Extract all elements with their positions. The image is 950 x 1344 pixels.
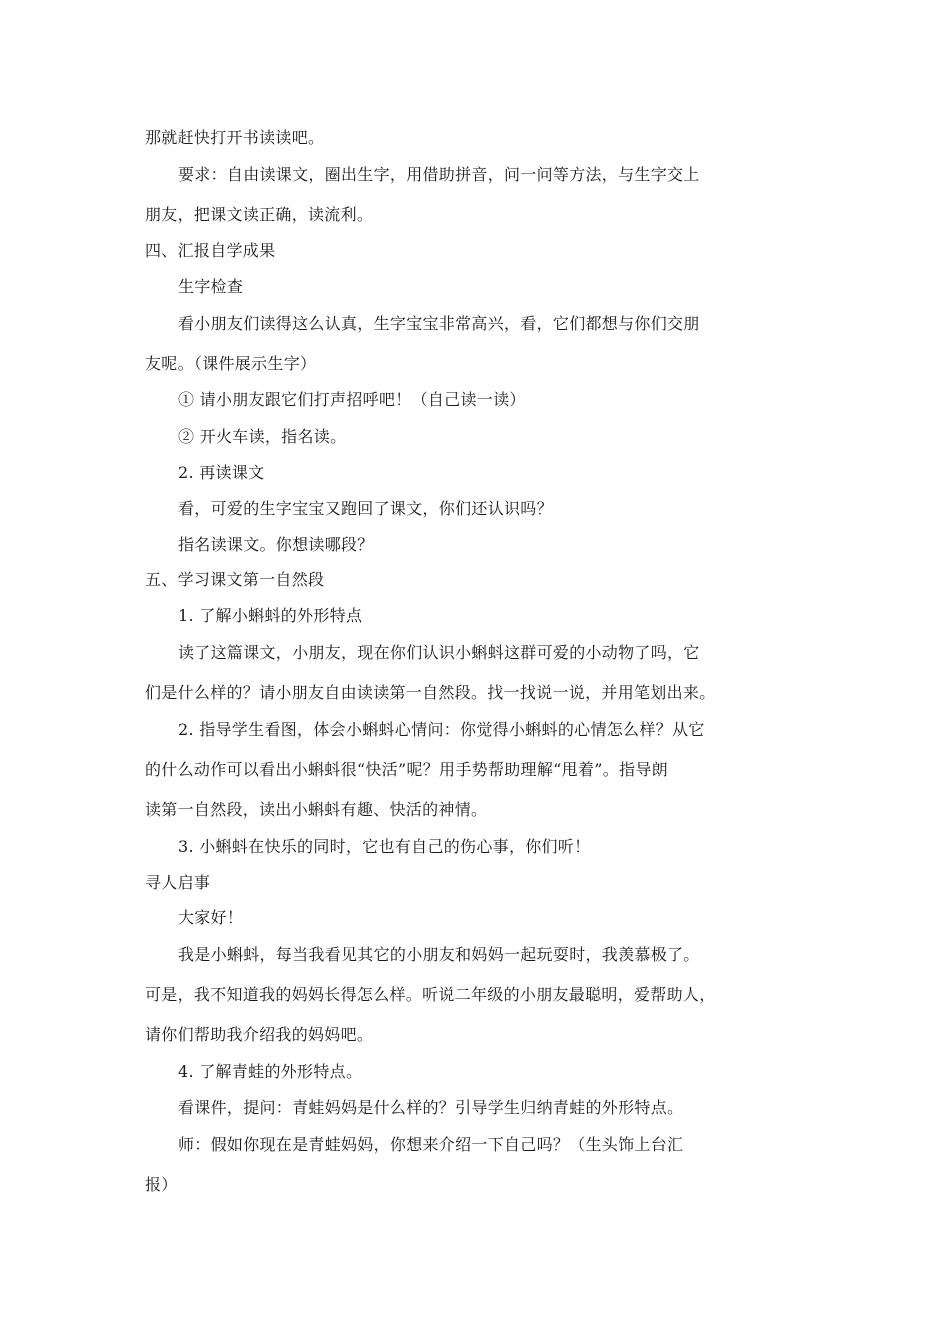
text-line: 那就赶快打开书读读吧。 <box>145 128 325 147</box>
text-line: 可是，我不知道我的妈妈长得怎么样。听说二年级的小朋友最聪明，爱帮助人， <box>145 985 716 1004</box>
section-heading: 四、汇报自学成果 <box>145 241 276 260</box>
text-line: 2. 指导学生看图，体会小蝌蚪心情问：你觉得小蝌蚪的心情怎么样？从它 <box>178 720 705 739</box>
text-line: 师：假如你现在是青蛙妈妈，你想来介绍一下自己吗？（生头饰上台汇 <box>178 1135 684 1154</box>
text-line: 请你们帮助我介绍我的妈妈吧。 <box>145 1025 374 1044</box>
text-line: 1. 了解小蝌蚪的外形特点 <box>178 606 363 625</box>
text-line: ① 请小朋友跟它们打声招呼吧！（自己读一读） <box>178 390 526 409</box>
text-line: 我是小蝌蚪，每当我看见其它的小朋友和妈妈一起玩耍时，我羡慕极了。 <box>178 945 700 964</box>
text-line: 2. 再读课文 <box>178 463 265 482</box>
text-line: 读了这篇课文，小朋友，现在你们认识小蝌蚪这群可爱的小动物了吗，它 <box>178 643 700 662</box>
notice-title: 寻人启事 <box>145 873 211 892</box>
text-line: 的什么动作可以看出小蝌蚪很“快活”呢？用手势帮助理解“甩着”。指导朗 <box>145 760 668 779</box>
text-line: 读第一自然段，读出小蝌蚪有趣、快活的神情。 <box>145 800 488 819</box>
text-line: 看，可爱的生字宝宝又跑回了课文，你们还认识吗？ <box>178 499 553 518</box>
text-line: 看小朋友们读得这么认真，生字宝宝非常高兴，看，它们都想与你们交朋 <box>178 314 700 333</box>
text-line: 大家好！ <box>178 908 244 927</box>
section-heading: 五、学习课文第一自然段 <box>145 570 325 589</box>
text-line: 4. 了解青蛙的外形特点。 <box>178 1062 363 1081</box>
text-line: 看课件，提问：青蛙妈妈是什么样的？引导学生归纳青蛙的外形特点。 <box>178 1098 684 1117</box>
text-line: 朋友，把课文读正确，读流利。 <box>145 205 374 224</box>
text-line: 报） <box>145 1175 178 1194</box>
text-line: 们是什么样的？请小朋友自由读读第一自然段。找一找说一说，并用笔划出来。 <box>145 683 716 702</box>
text-line: 生字检查 <box>178 277 244 296</box>
text-line: 指名读课文。你想读哪段？ <box>178 535 374 554</box>
text-line: 要求：自由读课文，圈出生字，用借助拼音，问一问等方法，与生字交上 <box>178 165 700 184</box>
text-line: 友呢。（课件展示生字） <box>145 354 317 373</box>
text-line: 3. 小蝌蚪在快乐的同时，它也有自己的伤心事，你们听！ <box>178 837 591 856</box>
text-line: ② 开火车读，指名读。 <box>178 427 347 446</box>
